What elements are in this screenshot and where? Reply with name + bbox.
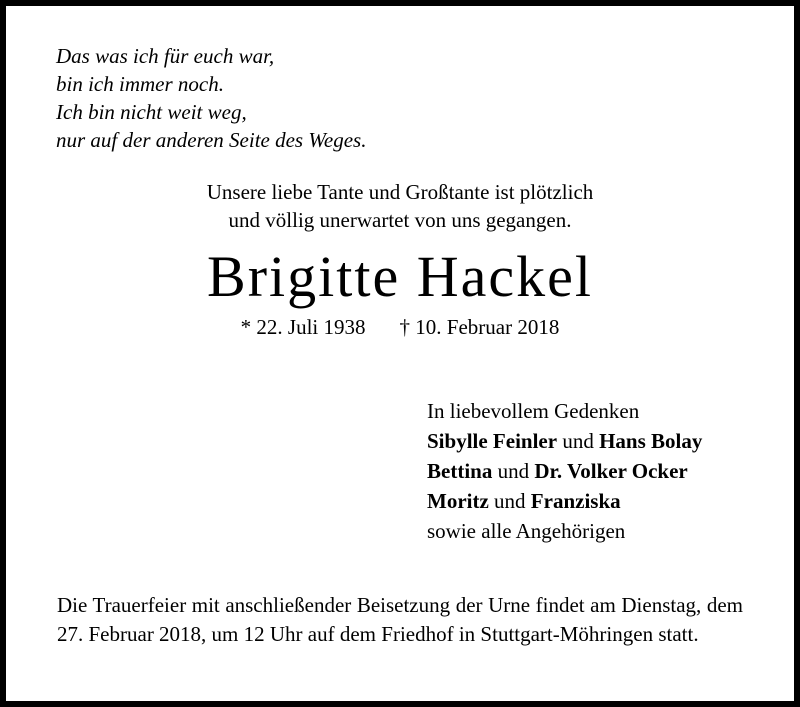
- mourner-joiner: und: [492, 459, 535, 483]
- birth-date: * 22. Juli 1938: [240, 315, 366, 339]
- mourner-line: [427, 486, 702, 516]
- poem-line: bin ich immer noch.: [56, 72, 224, 96]
- mourner-line: [427, 456, 702, 486]
- mourner-name: Franziska: [530, 489, 621, 513]
- memorial-poem: [56, 42, 366, 154]
- mourner-name: Bettina: [427, 459, 493, 483]
- mourner-joiner: und: [557, 429, 600, 453]
- mourners-heading: In liebevollem Gedenken: [427, 399, 640, 423]
- intro-line: und völlig unerwartet von uns gegangen.: [228, 208, 572, 232]
- mourner-line: [427, 426, 702, 456]
- intro-line: Unsere liebe Tante und Großtante ist plötzlich: [206, 180, 594, 204]
- mourner-name: Sibylle Feinler: [427, 429, 558, 453]
- deceased-name: Brigitte Hackel: [207, 244, 593, 309]
- intro-text: [6, 178, 794, 234]
- funeral-info: Die Trauerfeier mit anschließender Beisetzung der Urne findet am Dienstag, dem 27. Februar 2018, um 12 Uhr auf dem Friedhof in Stuttgart-Möhringen statt.: [57, 593, 743, 646]
- poem-line: Ich bin nicht weit weg,: [56, 100, 247, 124]
- mourners-block: [427, 396, 702, 546]
- mourner-name: Moritz: [427, 489, 489, 513]
- poem-line: nur auf der anderen Seite des Weges.: [56, 128, 367, 152]
- mourner-name: Hans Bolay: [599, 429, 703, 453]
- mourner-joiner: und: [488, 489, 531, 513]
- mourners-closing: sowie alle Angehörigen: [427, 519, 626, 543]
- life-dates: [6, 313, 794, 341]
- mourner-name: Dr. Volker Ocker: [534, 459, 688, 483]
- death-date: † 10. Februar 2018: [399, 315, 560, 339]
- poem-line: Das was ich für euch war,: [56, 44, 275, 68]
